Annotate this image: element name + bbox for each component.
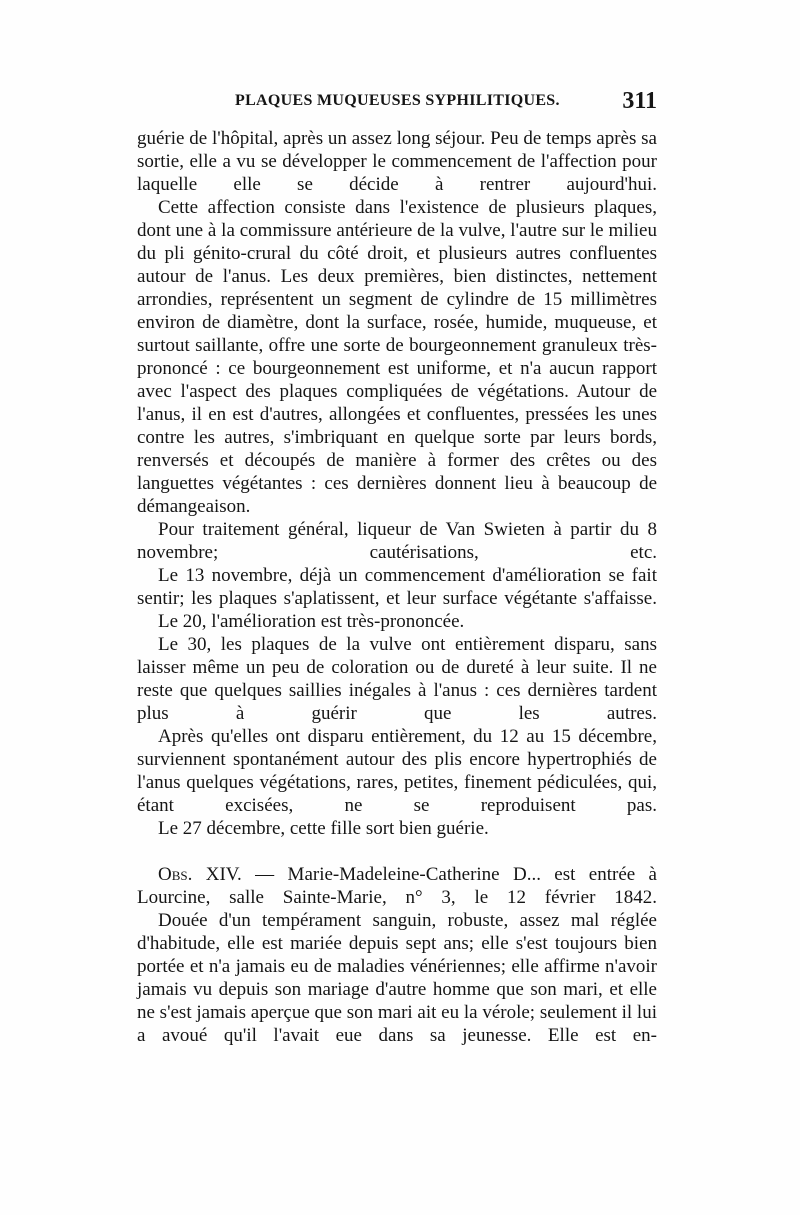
- paragraph-continuation: guérie de l'hôpital, après un assez long séjour. Peu de temps après sa sortie, elle a vu se développer le commencement de l'affection pour laquelle elle se décide à rentrer aujourd'hui.: [137, 128, 657, 195]
- observation-heading-text: — Marie-Madeleine-Catherine D... est entrée à Lourcine, salle Sainte-Marie, n° 3, le 12 février 1842.: [137, 864, 657, 908]
- paragraph-november-30: Le 30, les plaques de la vulve ont entièrement disparu, sans laisser même un peu de coloration ou de dureté à leur suite. Il ne reste que quelques saillies inégales à l'anus : ces dernières tardent plus à guérir que les autres.: [137, 634, 657, 724]
- body-text: [137, 127, 657, 1047]
- paragraph-december-27: Le 27 décembre, cette fille sort bien guérie.: [158, 818, 489, 839]
- section-gap: [137, 840, 657, 863]
- paragraph-december-vegetations: Après qu'elles ont disparu entièrement, du 12 au 15 décembre, surviennent spontanément autour des plis encore hypertrophiés de l'anus quelques végétations, rares, petites, finement pédiculées, qui, étant excisées, ne se reproduisent pas.: [137, 726, 657, 816]
- paragraph-november-20: Le 20, l'amélioration est très-prononcée.: [158, 611, 465, 632]
- running-title: PLAQUES MUQUEUSES SYPHILITIQUES.: [235, 92, 560, 109]
- observation-label: Obs. XIV.: [158, 864, 242, 885]
- paragraph-november-13: Le 13 novembre, déjà un commencement d'amélioration se fait sentir; les plaques s'aplatissent, et leur surface végétante s'affaisse.: [137, 565, 657, 609]
- page-header: [137, 88, 657, 124]
- page-number: 311: [622, 88, 657, 114]
- observation-heading: [137, 863, 657, 909]
- paragraph-affection-description: Cette affection consiste dans l'existence de plusieurs plaques, dont une à la commissure antérieure de la vulve, l'autre sur le milieu du pli génito-crural du côté droit, et plusieurs autres confluentes autour de l'anus. Les deux premières, bien distinctes, nettement arrondies, représentent un segment de cylindre de 15 millimètres environ de diamètre, dont la surface, rosée, humide, muqueuse, et surtout saillante, offre une sorte de bourgeonnement granuleux très-prononcé : ce bourgeonnement est uniforme, et n'a aucun rapport avec l'aspect des plaques compliquées de végétations. Autour de l'anus, il en est d'autres, allongées et confluentes, pressées les unes contre les autres, s'imbriquant en quelque sorte par leurs bords, renversés et découpés de manière à former des crêtes ou des languettes végétantes : ces dernières donnent lieu à beaucoup de démangeaison.: [137, 197, 657, 517]
- paragraph-treatment: Pour traitement général, liqueur de Van Swieten à partir du 8 novembre; cautérisations, etc.: [137, 519, 657, 563]
- observation-paragraph: Douée d'un tempérament sanguin, robuste, assez mal réglée d'habitude, elle est mariée depuis sept ans; elle s'est toujours bien portée et n'a jamais eu de maladies vénériennes; elle affirme n'avoir jamais vu depuis son mariage d'autre homme que son mari, et elle ne s'est jamais aperçue que son mari ait eu la vérole; seulement il lui a avoué qu'il l'avait eue dans sa jeunesse. Elle est en-: [137, 910, 657, 1046]
